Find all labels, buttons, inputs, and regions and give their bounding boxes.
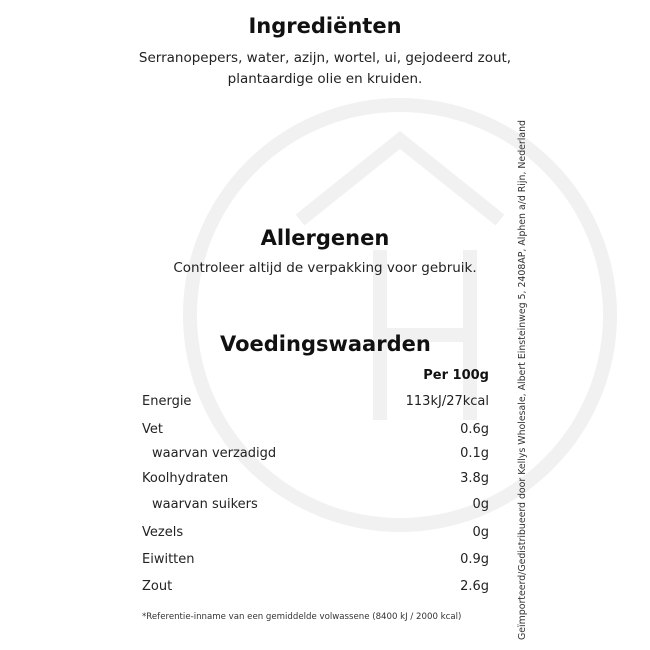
nutrition-row-koolhydraten: [142, 471, 489, 491]
nutrition-value: 0g: [472, 525, 489, 540]
nutrition-label: Koolhydraten: [142, 471, 229, 486]
nutrition-value: 0.6g: [460, 422, 489, 437]
nutrition-row-vet: [142, 422, 489, 442]
ingredients-heading: Ingrediënten: [248, 14, 402, 38]
nutrition-row-suikers: [142, 497, 489, 517]
ingredients-line-2: plantaardige olie en kruiden.: [227, 71, 423, 87]
ingredients-line-1: Serranopepers, water, azijn, wortel, ui, gejodeerd zout,: [138, 50, 512, 66]
nutrition-label: Energie: [142, 394, 192, 409]
nutrition-label: Eiwitten: [142, 552, 195, 567]
allergens-heading: Allergenen: [260, 226, 390, 250]
nutrition-value: 0.9g: [460, 552, 489, 567]
reference-footnote: *Referentie-inname van een gemiddelde volwassene (8400 kJ / 2000 kcal): [142, 612, 462, 622]
nutrition-value: 0.1g: [460, 446, 489, 461]
nutrition-value: 0g: [472, 497, 489, 512]
nutrition-row-vezels: [142, 525, 489, 545]
nutrition-label: Vezels: [142, 525, 184, 540]
nutrition-label: Vet: [142, 422, 163, 437]
allergens-text: Controleer altijd de verpakking voor gebruik.: [173, 260, 477, 276]
importer-address: Geïmporteerd/Gedistribueerd door Kellys Wholesale, Albert Einsteinweg 5, 2408AP, Alphen a/d Rijn, Nederland: [517, 119, 528, 640]
nutrition-label: waarvan suikers: [152, 497, 258, 512]
nutrition-row-eiwitten: [142, 552, 489, 572]
nutrition-row-verzadigd: [142, 446, 489, 466]
nutrition-label: Zout: [142, 579, 173, 594]
nutrition-row-energie: [142, 394, 489, 414]
nutrition-value: 2.6g: [460, 579, 489, 594]
nutrition-heading: Voedingswaarden: [220, 332, 431, 356]
per-100g-header: Per 100g: [423, 368, 489, 383]
nutrition-row-zout: [142, 579, 489, 599]
ingredients-text: [130, 48, 520, 90]
nutrition-value: 3.8g: [460, 471, 489, 486]
nutrition-label: waarvan verzadigd: [152, 446, 277, 461]
nutrition-value: 113kJ/27kcal: [405, 394, 489, 409]
